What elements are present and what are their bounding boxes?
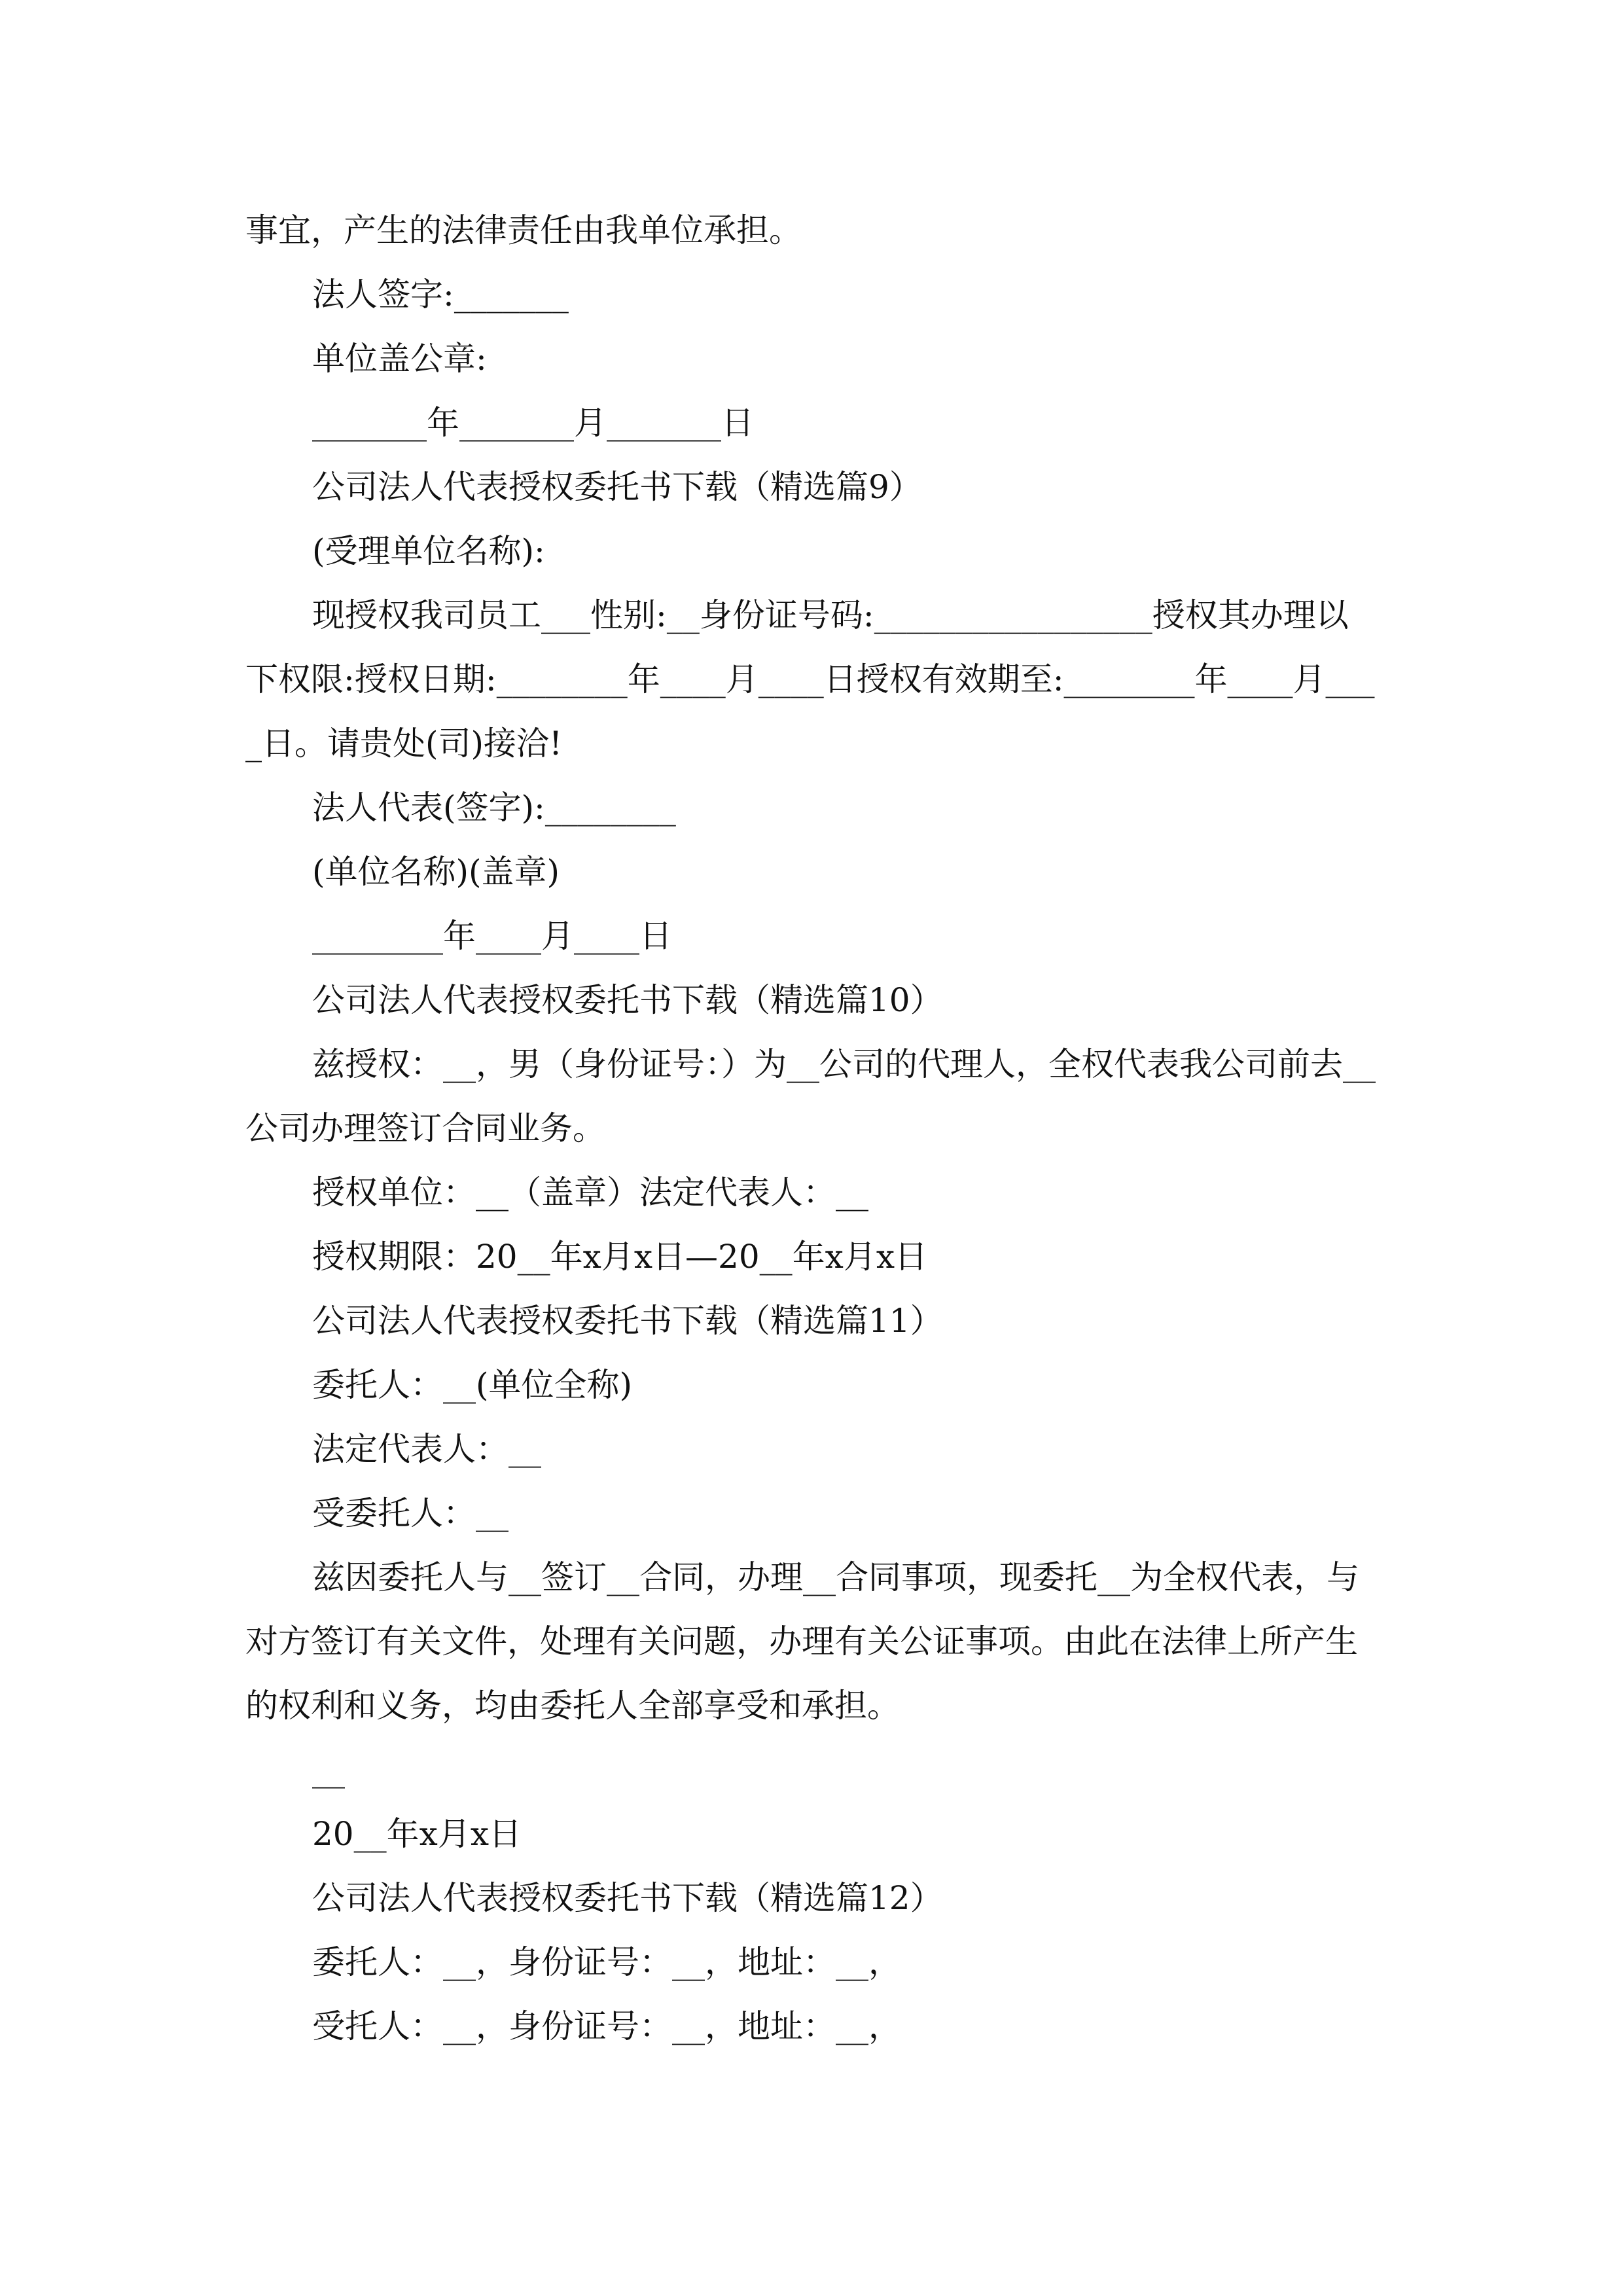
paragraph: 兹因委托人与__签订__合同，办理__合同事项，现委托__为全权代表，与对方签订有关文件，处理有关问题，办理有关公证事项。由此在法律上所产生的权利和义务，均由委托人全部享受和承担。	[245, 1558, 1359, 1725]
text-line: 委托人：__，身份证号：__，地址：__，	[312, 1943, 901, 1981]
signature-line: 法人签字:_______	[312, 276, 569, 314]
section-heading-10: 公司法人代表授权委托书下载（精选篇10）	[312, 981, 943, 1019]
date-line: 20__年x月x日	[312, 1815, 522, 1853]
section-heading-12: 公司法人代表授权委托书下载（精选篇12）	[312, 1879, 943, 1917]
document-page	[245, 198, 1378, 2058]
text-line: 受托人：__，身份证号：__，地址：__，	[312, 2007, 901, 2045]
text-line: 受委托人：__	[312, 1494, 508, 1532]
paragraph: 兹授权：__，男（身份证号：）为__公司的代理人，全权代表我公司前去__公司办理签订合同业务。	[245, 1045, 1376, 1147]
date-line: _______年_______月_______日	[312, 404, 754, 442]
text-line: 委托人：__(单位全称)	[312, 1366, 633, 1404]
signature-line: 法人代表(签字):________	[312, 789, 676, 827]
date-line: ________年____月____日	[312, 917, 672, 955]
text-line: 授权期限：20__年x月x日—20__年x月x日	[312, 1238, 928, 1276]
text-line: 事宜，产生的法律责任由我单位承担。	[245, 211, 802, 249]
seal-line: 单位盖公章:	[312, 340, 487, 378]
text-line: 法定代表人：__	[312, 1430, 541, 1468]
blank-line: __	[312, 1751, 345, 1789]
text-line: 授权单位：__（盖章）法定代表人：__	[312, 1174, 868, 1211]
seal-line: (单位名称)(盖章)	[312, 853, 560, 891]
text-line: (受理单位名称):	[312, 532, 545, 570]
paragraph: 现授权我司员工___性别:__身份证号码:_________________授权其办理以下权限:授权日期:________年____月____日授权有效期至:________年____月____日。请贵处(司)接洽!	[245, 596, 1375, 762]
section-heading-9: 公司法人代表授权委托书下载（精选篇9）	[312, 468, 922, 506]
section-heading-11: 公司法人代表授权委托书下载（精选篇11）	[312, 1302, 943, 1340]
